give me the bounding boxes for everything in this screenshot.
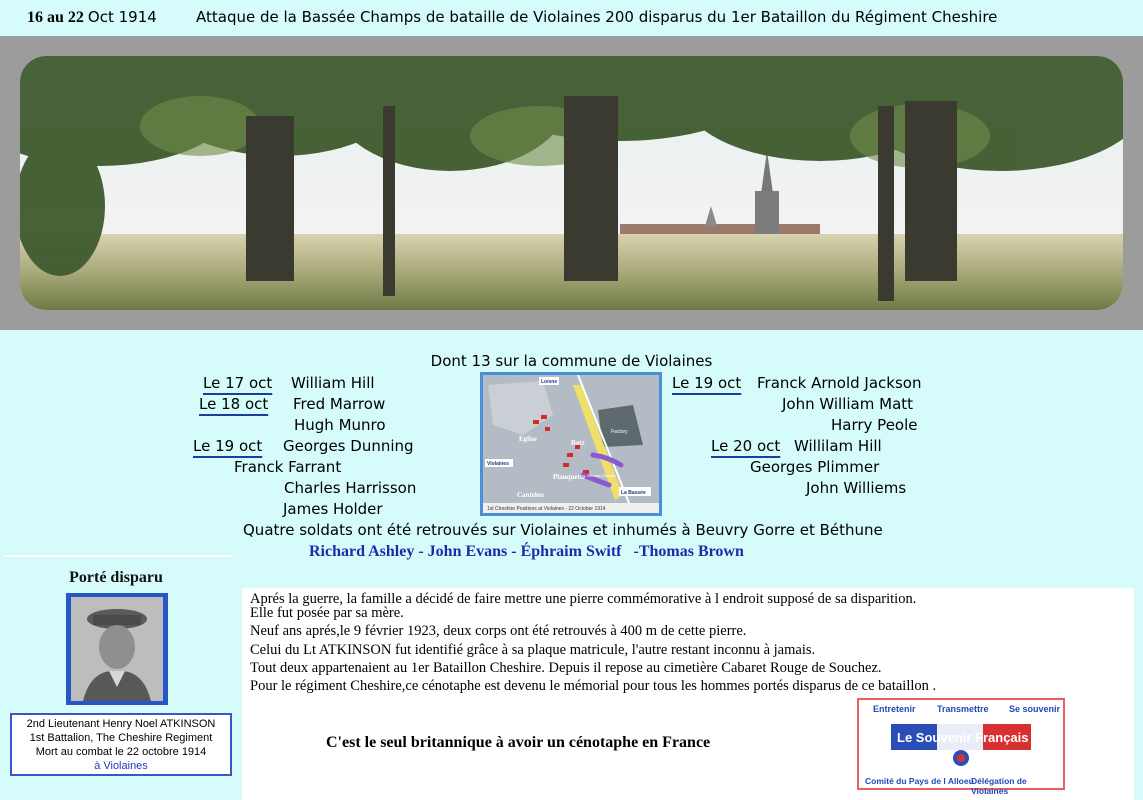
missing-title: Porté disparu	[69, 569, 163, 586]
roster-left-name-6: Charles Harrisson	[284, 479, 417, 497]
portrait-frame	[66, 593, 168, 705]
story-line: Pour le régiment Cheshire,ce cénotaphe est devenu le mémorial pour tous les hommes portés disparus de ce bataillon .	[250, 678, 937, 695]
logo-text: Le Souvenir Français	[897, 730, 1029, 745]
map-label-loisne: Loisne	[541, 379, 558, 385]
battle-map-drawing	[483, 375, 659, 513]
page-title: Attaque de la Bassée Champs de bataille de Violaines 200 disparus du 1er Bataillon du Régiment Cheshire	[196, 8, 998, 26]
map-label-canteleu: Canteleu	[517, 491, 544, 499]
banner	[0, 36, 1143, 330]
date-label: Le 18 oct	[199, 395, 269, 413]
motto-transmettre: Transmettre	[937, 704, 989, 714]
found-soldiers-line: Quatre soldats ont été retrouvés sur Violaines et inhumés à Beuvry Gorre et Béthune	[243, 521, 883, 539]
roster-right-name-4: Willilam Hill	[794, 437, 882, 455]
roster-right-name-3: Harry Peole	[831, 416, 918, 434]
souvenir-francais-box	[857, 698, 1065, 796]
roster-left-name-7: James Holder	[283, 500, 383, 518]
date-label: Le 19 oct	[193, 437, 263, 455]
landscape-illustration	[20, 56, 1123, 310]
caption-place: à Violaines	[94, 760, 148, 772]
date-label: Le 17 oct	[203, 374, 273, 392]
divider	[5, 555, 233, 557]
story-line: Neuf ans aprés,le 9 février 1923, deux corps ont été retrouvés à 400 m de cette pierre.	[250, 623, 747, 640]
map-label-violaines: Violaines	[487, 461, 509, 467]
logo-graphic	[891, 718, 1031, 768]
map-label-eglise: Eglise	[519, 435, 537, 443]
map-label-la-bassee: La Bassée	[621, 490, 646, 496]
motto-entretenir: Entretenir	[873, 704, 916, 714]
map-label-retz: Retz	[571, 439, 585, 447]
story-line: Tout deux appartenaient au 1er Bataillon Cheshire. Depuis il repose au cimetière Cabaret Rouge de Souchez.	[250, 659, 882, 676]
map-label-planquette: Planquette	[553, 473, 586, 481]
caption-death: Mort au combat le 22 octobre 1914	[35, 746, 207, 758]
roster-left-date-2	[199, 395, 268, 413]
header-date	[27, 8, 157, 27]
header-date-month: Oct 1914	[87, 8, 157, 26]
roster-right-name-2: John William Matt	[782, 395, 914, 413]
footer-delegation: Délégation de Violaines	[971, 776, 1027, 796]
caption-battalion: 1st Battalion, The Cheshire Regiment	[29, 732, 213, 744]
cenotaph-note: C'est le seul britannique à avoir un cénotaphe en France	[326, 734, 711, 751]
map-label-german-attacks: German Attacks	[587, 473, 616, 478]
roster-heading: Dont 13 sur la commune de Violaines	[430, 352, 713, 370]
date-label: Le 20 oct	[711, 437, 781, 455]
souvenir-francais-logo	[891, 718, 1031, 768]
date-label: Le 19 oct	[672, 374, 742, 392]
story-line: Aprés la guerre, la famille a décidé de faire mettre une pierre commémorative à l endroit supposé de sa disparition.	[250, 591, 917, 607]
header-date-days: 16 au 22	[27, 9, 84, 26]
roster-left-name-1: William Hill	[291, 374, 375, 392]
found-soldiers-names: Richard Ashley - John Evans - Éphraim Switf -Thomas Brown	[309, 543, 744, 560]
roster-left-name-4: Georges Dunning	[283, 437, 414, 455]
motto-se-souvenir: Se souvenir	[1009, 704, 1061, 714]
map-caption: 1st Cheshire Positions at Violaines - 22 October 1914	[487, 506, 606, 512]
roster-right-name-1: Franck Arnold Jackson	[757, 374, 922, 392]
caption-rank-name: 2nd Lieutenant Henry Noel ATKINSON	[26, 718, 216, 730]
portrait-illustration	[71, 597, 163, 701]
roster-right-name-5: Georges Plimmer	[750, 458, 880, 476]
header	[0, 0, 1143, 36]
story-text	[250, 590, 936, 695]
story-line: Celui du Lt ATKINSON fut identifié grâce à sa plaque matricule, l'autre restant inconnu à jamais.	[250, 641, 816, 658]
portrait-photo	[71, 597, 163, 701]
map-label-factory: Factory	[611, 429, 628, 435]
roster-left-name-5: Franck Farrant	[234, 458, 342, 476]
landscape-photo	[20, 56, 1123, 310]
roster-right-date-4	[711, 437, 780, 455]
roster-right-name-6: John Williems	[806, 479, 907, 497]
battle-map	[480, 372, 662, 516]
portrait-caption	[10, 713, 232, 776]
roster-left-name-2: Fred Marrow	[293, 395, 386, 413]
roster-left-date-1	[203, 374, 272, 392]
roster-left-date-4	[193, 437, 262, 455]
roster-left-name-3: Hugh Munro	[294, 416, 386, 434]
footer-comite: Comité du Pays de l Alloeu	[865, 776, 974, 786]
story-line: Elle fut posée par sa mère.	[250, 605, 404, 622]
roster-right-date-1	[672, 374, 741, 392]
story-panel	[242, 588, 1134, 800]
